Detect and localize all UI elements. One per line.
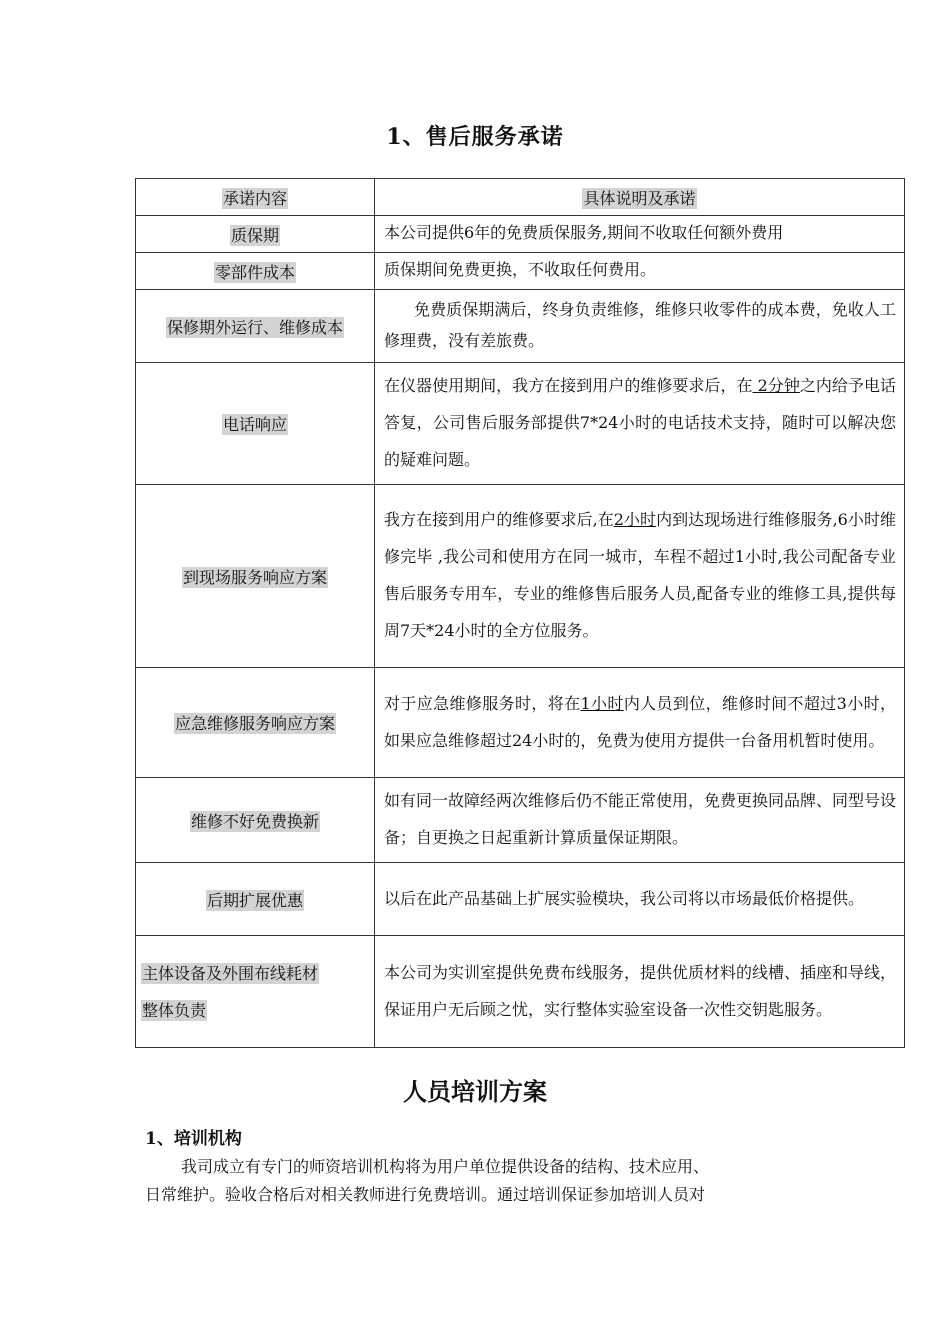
row-label: 主体设备及外围布线耗材 bbox=[142, 963, 319, 983]
table-row bbox=[136, 216, 905, 253]
header-right-label: 具体说明及承诺 bbox=[583, 188, 696, 208]
row-label: 电话响应 bbox=[222, 415, 287, 434]
section-title: 人员培训方案 bbox=[403, 1077, 547, 1106]
table-row bbox=[136, 863, 905, 936]
row-text: 对于应急维修服务时，将在1小时内人员到位，维修时间不超过3小时，如果应急维修超过24小时的，免费为使用方提供一台备用机暂时使用。 bbox=[375, 668, 905, 778]
table-row bbox=[136, 253, 905, 290]
row-label: 整体负责 bbox=[142, 1000, 207, 1020]
table-row bbox=[136, 363, 905, 485]
table-header-row bbox=[136, 179, 905, 216]
response-time: 2分钟 bbox=[752, 376, 800, 395]
row-text: 本公司提供6年的免费质保服务,期间不收取任何额外费用 bbox=[375, 216, 905, 253]
table-row bbox=[136, 485, 905, 668]
table-row bbox=[136, 936, 905, 1048]
row-text: 以后在此产品基础上扩展实验模块，我公司将以市场最低价格提供。 bbox=[375, 863, 905, 936]
row-text: 质保期间免费更换，不收取任何费用。 bbox=[375, 253, 905, 290]
paragraph-line: 我司成立有专门的师资培训机构将为用户单位提供设备的结构、技术应用、 bbox=[181, 1157, 710, 1176]
row-label: 保修期外运行、维修成本 bbox=[166, 317, 343, 337]
row-text: 如有同一故障经两次维修后仍不能正常使用，免费更换同品牌、同型号设备；自更换之日起重新计算质量保证期限。 bbox=[375, 778, 905, 863]
response-time: 2小时 bbox=[613, 510, 657, 529]
row-text: 本公司为实训室提供免费布线服务，提供优质材料的线槽、插座和导线，保证用户无后顾之忧，实行整体实验室设备一次性交钥匙服务。 bbox=[375, 936, 905, 1048]
page-title: 1、售后服务承诺 bbox=[386, 124, 564, 150]
row-label: 后期扩展优惠 bbox=[206, 890, 303, 910]
row-label: 维修不好免费换新 bbox=[190, 811, 319, 831]
row-label: 应急维修服务响应方案 bbox=[174, 714, 335, 733]
row-label: 质保期 bbox=[230, 225, 279, 245]
table-row bbox=[136, 778, 905, 863]
header-cell-description bbox=[375, 179, 905, 216]
header-cell-content bbox=[136, 179, 375, 216]
training-paragraph bbox=[145, 1153, 825, 1209]
row-text: 免费质保期满后，终身负责维修，维修只收零件的成本费，免收人工修理费，没有差旅费。 bbox=[375, 290, 905, 363]
row-label: 零部件成本 bbox=[214, 262, 295, 282]
response-time: 1小时 bbox=[580, 693, 624, 713]
row-text: 我方在接到用户的维修要求后,在2小时内到达现场进行维修服务,6小时维修完毕 ,我公司和使用方在同一城市，车程不超过1小时,我公司配备专业售后服务专用车，专业的维修售后服务人员,配备专业的维修工具,提供每周7天*24小时的全方位服务。 bbox=[375, 485, 905, 668]
service-promise-table bbox=[135, 178, 905, 1048]
subsection-title: 1、培训机构 bbox=[145, 1129, 242, 1149]
table-row bbox=[136, 668, 905, 778]
table-row bbox=[136, 290, 905, 363]
paragraph-line: 日常维护。验收合格后对相关教师进行免费培训。通过培训保证参加培训人员对 bbox=[145, 1185, 706, 1204]
row-text: 在仪器使用期间，我方在接到用户的维修要求后，在 2分钟之内给予电话答复，公司售后服务部提供7*24小时的电话技术支持，随时可以解决您的疑难问题。 bbox=[375, 363, 905, 485]
header-left-label: 承诺内容 bbox=[222, 188, 287, 208]
row-label: 到现场服务响应方案 bbox=[182, 567, 327, 587]
